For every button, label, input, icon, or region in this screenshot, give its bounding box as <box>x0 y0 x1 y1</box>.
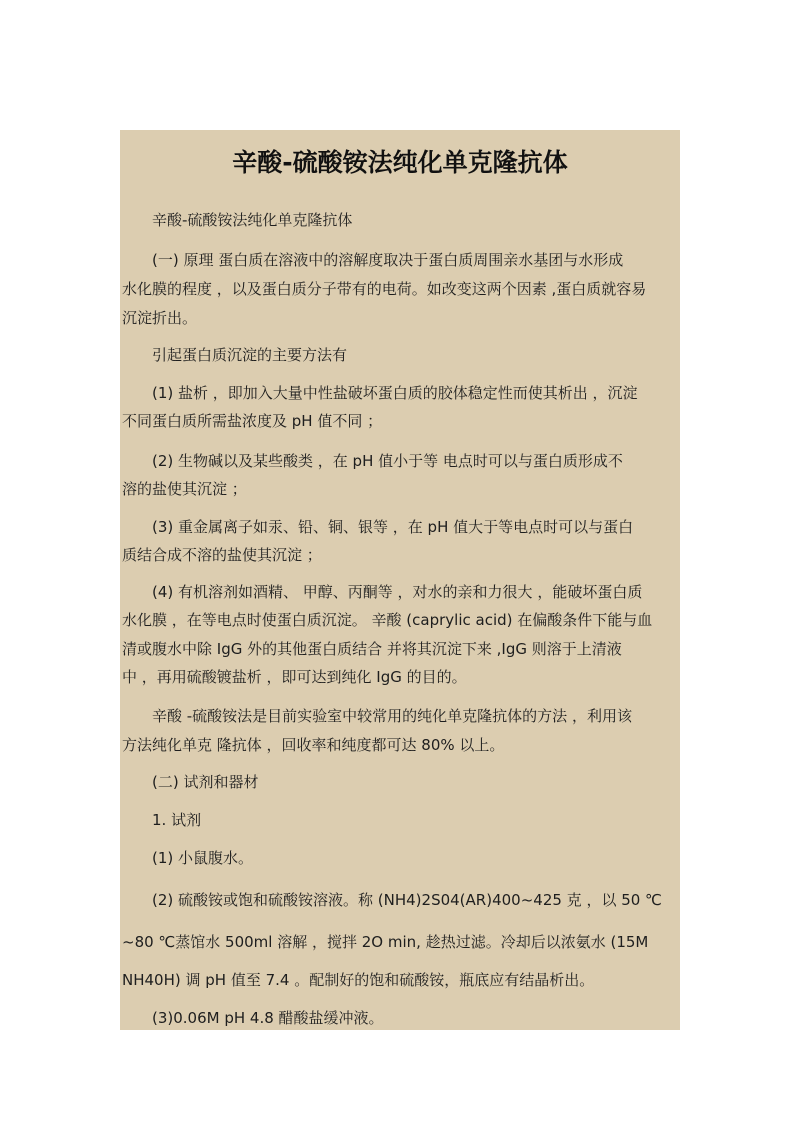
text-line: (1) 盐析 ，即加入大量中性盐破坏蛋白质的胶体稳定性而使其析出 ，沉淀 <box>152 384 638 402</box>
text-line: (二) 试剂和器材 <box>152 773 259 791</box>
text-line: 溶的盐使其沉淀 ； <box>122 480 247 498</box>
text-line: (2) 硫酸铵或饱和硫酸铵溶液。称 (NH4)2S04(AR)400~425 克 ，以 50 ℃ <box>152 891 662 909</box>
text-line: 质结合成不溶的盐使其沉淀 ； <box>122 546 322 564</box>
text-line: (4) 有机溶剂如酒精、 甲醇、丙酮等 ，对水的亲和力很大 ，能破坏蛋白质 <box>152 583 643 601</box>
document-page <box>120 130 680 1030</box>
text-line: 辛酸-硫酸铵法纯化单克隆抗体 <box>152 211 353 229</box>
text-line: 水化膜的程度 ，以及蛋白质分子带有的电荷。如改变这两个因素 ,蛋白质就容易 <box>122 280 647 298</box>
text-line: (3) 重金属离子如汞、铅、铜、银等 ，在 pH 值大于等电点时可以与蛋白 <box>152 518 634 536</box>
text-line: 中 ，再用硫酸镀盐析 ，即可达到纯化 IgG 的目的。 <box>122 668 467 686</box>
text-line: (一) 原理 蛋白质在溶液中的溶解度取决于蛋白质周围亲水基团与水形成 <box>152 251 624 269</box>
text-line: 辛酸 -硫酸铵法是目前实验室中较常用的纯化单克隆抗体的方法 ，利用该 <box>152 707 632 725</box>
text-line: (1) 小鼠腹水。 <box>152 849 254 867</box>
text-line: ~80 ℃蒸馆水 500ml 溶解 ，搅拌 2O min, 趁热过滤。冷却后以浓氨水 (15M <box>122 933 649 951</box>
text-line: (3)0.06M pH 4.8 醋酸盐缓冲液。 <box>152 1009 384 1027</box>
text-line: (2) 生物碱以及某些酸类 ，在 pH 值小于等 电点时可以与蛋白质形成不 <box>152 452 623 470</box>
document-title: 辛酸-硫酸铵法纯化单克隆抗体 <box>232 148 568 177</box>
text-line: 引起蛋白质沉淀的主要方法有 <box>152 346 348 364</box>
text-line: 沉淀折出。 <box>122 309 198 327</box>
text-line: NH40H) 调 pH 值至 7.4 。配制好的饱和硫酸铵，瓶底应有结晶析出。 <box>122 971 595 989</box>
text-line: 水化膜 ，在等电点时使蛋白质沉淀。 辛酸 (caprylic acid) 在偏酸条件下能与血 <box>122 611 653 629</box>
text-line: 清或腹水中除 IgG 外的其他蛋白质结合 并将其沉淀下来 ,IgG 则溶于上清液 <box>122 640 622 658</box>
text-line: 不同蛋白质所需盐浓度及 pH 值不同 ； <box>122 412 383 430</box>
text-line: 方法纯化单克 隆抗体 ，回收率和纯度都可达 80% 以上。 <box>122 736 505 754</box>
text-line: 1. 试剂 <box>152 811 202 829</box>
